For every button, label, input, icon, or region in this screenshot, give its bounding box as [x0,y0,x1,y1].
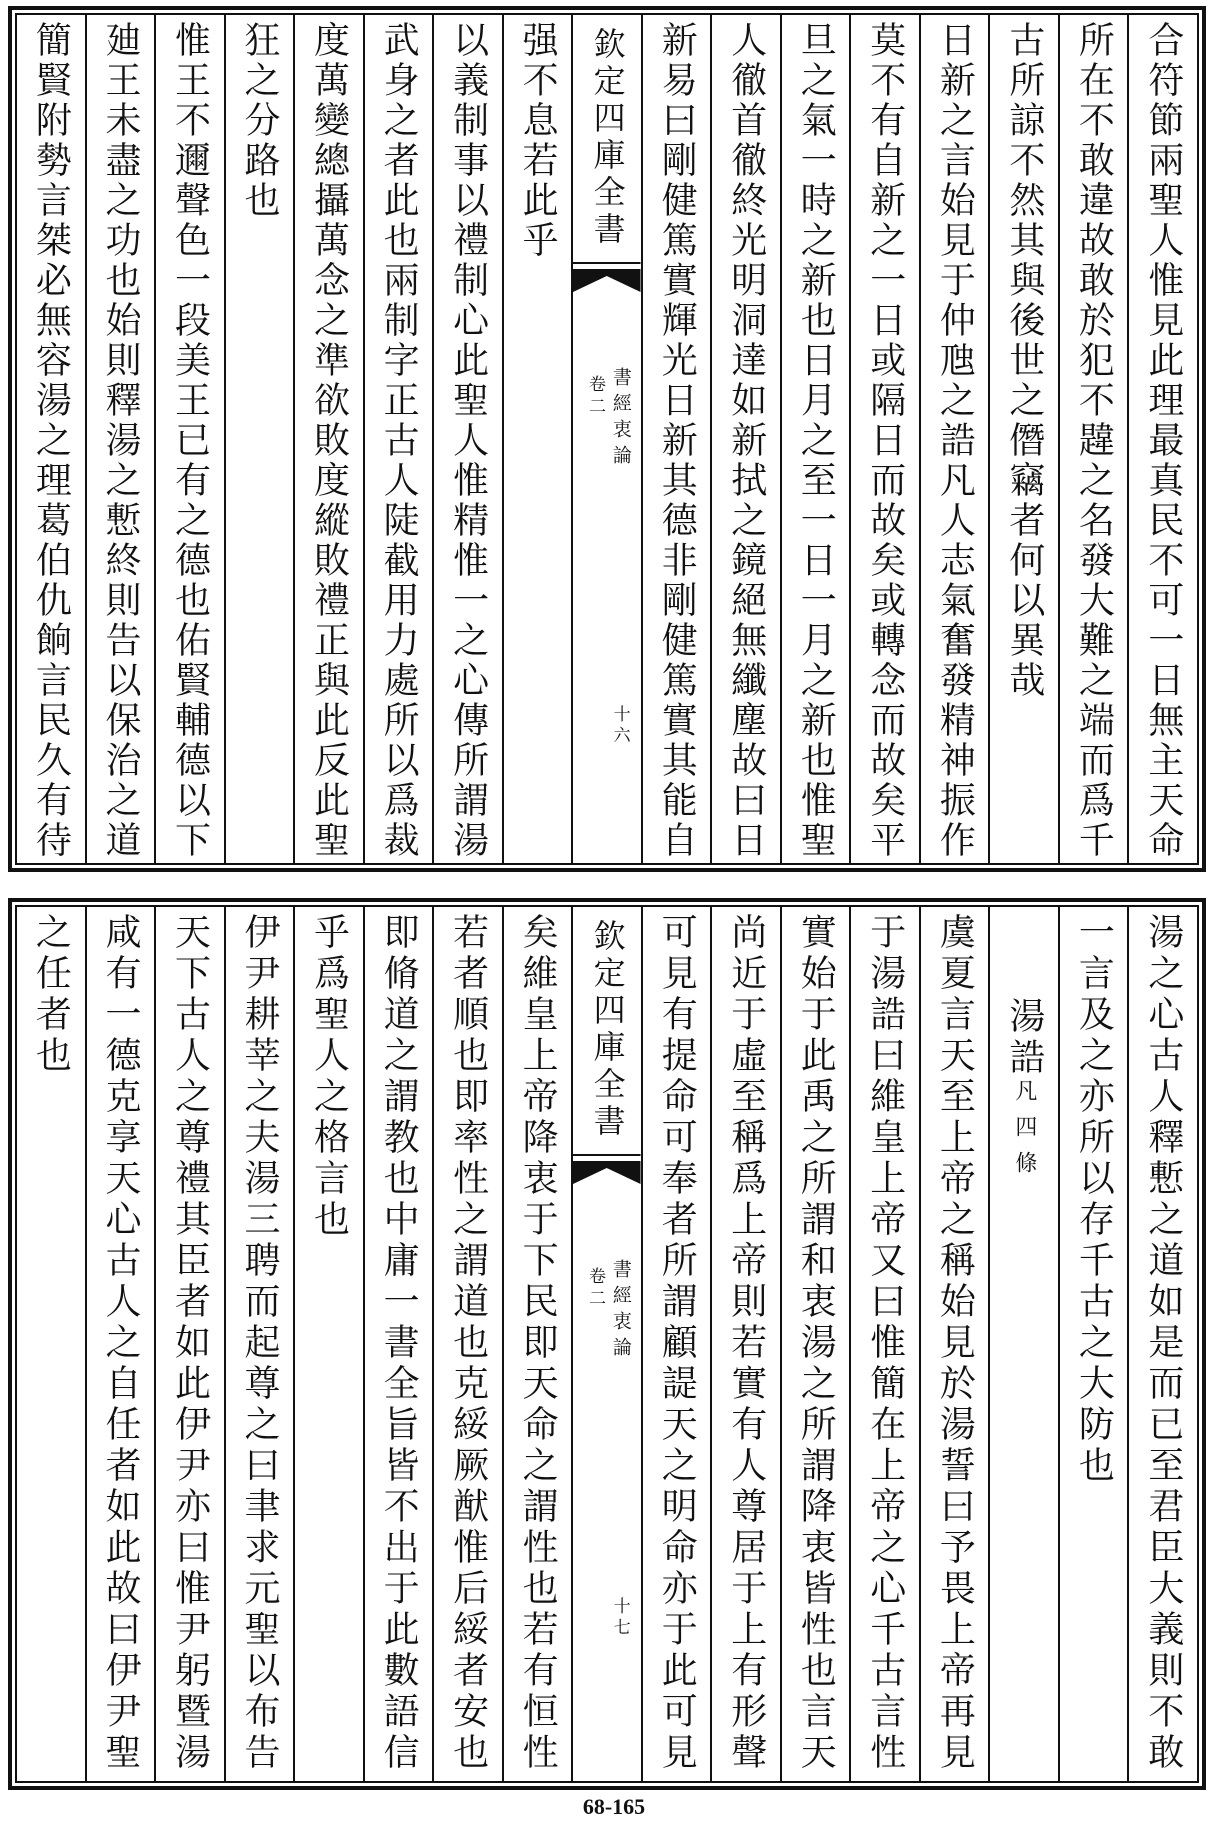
text-column [17,907,85,1781]
text-column [988,15,1058,863]
text-column [363,907,433,1781]
column-text: 即脩道之謂教也中庸一書全旨皆不出于此數語信 [378,913,420,1774]
text-column [363,15,433,863]
column-text: 古所諒不然其與後世之僭竊者何以異哉 [1003,21,1045,701]
center-fold-column [571,15,641,863]
book-title: 書經衷論 [609,1259,632,1363]
column-text: 所在不敢違故敢於犯不韙之名發大難之端而爲千 [1073,21,1115,861]
text-column [502,15,572,863]
text-column [432,907,502,1781]
section-heading-column [988,907,1058,1781]
text-column [780,15,850,863]
collection-title: 欽定四庫全書 [588,27,627,249]
column-text: 于湯誥曰維皇上帝又曰惟簡在上帝之心千古言性 [864,913,906,1774]
text-column [1127,907,1197,1781]
text-column [641,15,711,863]
book-title: 書經衷論 [609,367,632,471]
upper-page-frame [15,13,1199,865]
text-column [1058,15,1128,863]
column-text: 乎爲聖人之格言也 [308,913,350,1241]
column-text: 惟王不邇聲色一段美王已有之德也佑賢輔德以下 [169,21,211,861]
fishtail-ornament [573,1153,641,1187]
column-text: 咸有一德克享天心古人之自任者如此故曰伊尹聖 [99,913,141,1774]
column-text: 莫不有自新之一日或隔日而故矣或轉念而故矣平 [864,21,906,861]
column-text: 湯之心古人釋慙之道如是而已至君臣大義則不敢 [1142,913,1184,1774]
column-text: 狂之分路也 [239,21,281,221]
column-text: 人徹首徹終光明洞達如新拭之鏡絕無纖塵故曰日 [725,21,767,861]
column-text: 矣維皇上帝降衷于下民即天命之謂性也若有恒性 [517,913,559,1774]
text-column [780,907,850,1781]
center-fold-column [571,907,641,1781]
text-column [919,907,989,1781]
text-column [710,907,780,1781]
column-text: 實始于此禹之所謂和衷湯之所謂降衷皆性也言天 [795,913,837,1774]
text-column [432,15,502,863]
text-column [710,15,780,863]
column-text: 武身之者此也兩制字正古人陡截用力處所以爲裁 [378,21,420,861]
column-text: 天下古人之尊禮其臣者如此伊尹亦曰惟尹躬暨湯 [169,913,211,1774]
section-heading [1003,997,1044,1187]
fishtail-ornament [573,261,641,295]
column-text: 旦之氣一時之新也日月之至一日一月之新也惟聖 [795,21,837,861]
text-column [1058,907,1128,1781]
text-column [1127,15,1197,863]
lower-page-frame [15,905,1199,1783]
text-column [849,15,919,863]
text-column [224,907,294,1781]
column-text: 若者順也即率性之謂道也克綏厥猷惟后綏者安也 [447,913,489,1774]
column-text: 尚近于虛至稱爲上帝則若實有人尊居于上有形聲 [725,913,767,1774]
page-number: 68-165 [582,1794,646,1819]
text-column [85,907,155,1781]
folio-number: 十六 [609,705,630,747]
volume-label: 卷二 [584,375,605,419]
text-column [919,15,989,863]
column-text: 可見有提命可奉者所謂顧諟天之明命亦于此可見 [656,913,698,1774]
text-column [85,15,155,863]
text-column [17,15,85,863]
upper-page-panel [8,6,1206,872]
text-column [293,907,363,1781]
column-text: 虞夏言天至上帝之稱始見於湯誓曰予畏上帝再見 [934,913,976,1774]
column-text: 合符節兩聖人惟見此理最真民不可一日無主天命 [1142,21,1184,861]
collection-title: 欽定四庫全書 [588,919,627,1141]
text-column [154,15,224,863]
column-text: 一言及之亦所以存千古之大防也 [1073,913,1115,1487]
column-text: 伊尹耕莘之夫湯三聘而起尊之曰聿求元聖以布告 [239,913,281,1774]
folio-number: 十七 [609,1597,630,1639]
lower-page-panel [8,898,1206,1790]
column-text: 以義制事以禮制心此聖人惟精惟一之心傳所謂湯 [447,21,489,861]
section-title: 湯誥 [1003,997,1045,1079]
column-text: 强不息若此乎 [517,21,559,261]
volume-label: 卷二 [584,1267,605,1311]
column-text: 簡賢附勢言桀必無容湯之理葛伯仇餉言民久有待 [30,21,72,861]
text-column [293,15,363,863]
section-note: 凡四條 [1011,1079,1037,1187]
column-text: 之任者也 [30,913,72,1077]
text-column [641,907,711,1781]
column-text: 廸王未盡之功也始則釋湯之慙終則告以保治之道 [99,21,141,861]
text-column [849,907,919,1781]
text-column [154,907,224,1781]
text-column [224,15,294,863]
column-text: 日新之言始見于仲虺之誥凡人志氣奮發精神振作 [934,21,976,861]
text-column [502,907,572,1781]
column-text: 度萬變總攝萬念之準欲敗度縱敗禮正與此反此聖 [308,21,350,861]
column-text: 新易曰剛健篤實輝光日新其德非剛健篤實其能自 [656,21,698,861]
